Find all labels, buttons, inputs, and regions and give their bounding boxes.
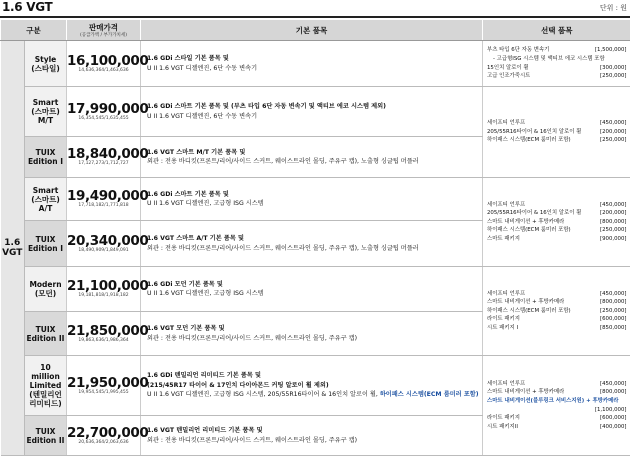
price-breakdown: 17,718,182/1,771,818 <box>78 203 129 208</box>
trim-name: Modern (모던) <box>25 267 67 312</box>
feature-line: 1.6 GDi 스마트 기본 품목 및 (부츠 타입 6단 자동 변속기 및 액티브 에코 시스템 제외) <box>147 103 386 110</box>
feature-line: 외관 : 전용 바디킷(프론트/리어/사이드 스커트, 웨이스트라인 몰딩, 주유구 캡) <box>147 334 358 342</box>
features-cell <box>141 312 483 356</box>
table-header <box>1 20 630 41</box>
options-cell <box>483 178 630 267</box>
price-value: 22,700,000 <box>67 424 149 441</box>
options-cell <box>483 267 630 356</box>
feature-line: U II 1.6 VGT 디젤엔진, 고급형 ISG 시스템, 205/55R16타이어 & 16인치 알로이 휠, 하이패스 시스템(ECM 룸미러 포함) <box>147 391 479 399</box>
price-breakdown: 14,636,364/1,463,636 <box>78 67 129 73</box>
trim-name: TUIX Edition II <box>25 312 67 356</box>
price-breakdown: 20,636,364/2,063,636 <box>78 439 129 445</box>
option-item: 15인치 알로이 휠 [300,000] <box>487 64 627 71</box>
price-cell <box>67 267 149 312</box>
options-cell <box>483 87 630 178</box>
price-value: 21,850,000 <box>67 322 149 339</box>
feature-line: U II 1.6 VGT 디젤엔진, 고급형 ISG 시스템 <box>147 290 264 297</box>
price-cell <box>67 137 149 178</box>
feature-line: 1.6 VGT 스마트 A/T 기본 품목 및 <box>147 235 244 242</box>
features-cell <box>141 87 483 137</box>
feature-line: 1.6 GDi 스마트 기본 품목 및 <box>147 190 229 198</box>
trim-name: TUIX Edition I <box>25 221 67 267</box>
price-cell <box>67 416 149 456</box>
page-title: 1.6 VGT <box>2 0 53 14</box>
trim-name: Style (스타일) <box>25 41 67 87</box>
feature-line: 외관 : 전용 바디킷(프론트/리어/사이드 스커트, 웨이스트라인 몰딩, 주유구 캡) <box>147 436 358 444</box>
engine-label: 1.6 <box>4 238 21 248</box>
features-cell <box>141 178 483 221</box>
price-cell <box>67 221 149 267</box>
price-value: 19,490,000 <box>67 188 149 204</box>
header-price-label: 판매가격 <box>89 23 118 32</box>
trim-name: 10 million Limited (텐밀리언 리미티드) <box>25 356 67 416</box>
feature-line: U II 1.6 VGT 디젤엔진, 6단 수동 변속기 <box>147 64 258 72</box>
price-cell <box>67 87 149 137</box>
feature-line: 1.6 VGT 텐밀리언 리미티드 기본 품목 및 <box>147 427 263 434</box>
price-cell <box>67 178 149 221</box>
price-breakdown: 16,354,545/1,635,455 <box>78 115 129 121</box>
header-features: 기본 품목 <box>141 20 483 41</box>
engine-label: VGT <box>2 248 23 258</box>
option-item: - 고급형ISG 시스템 및 액티브 에코 시스템 포함 <box>493 55 605 62</box>
trim-name: TUIX Edition I <box>25 137 67 178</box>
option-item: 세이프티 언루프 [450,000] <box>487 380 627 387</box>
table-row <box>1 178 630 221</box>
option-item: 하이패스 시스템(ECM 룸미러 포함) [250,000] <box>487 137 627 144</box>
option-price: [1,100,000] <box>594 406 627 413</box>
price-value: 16,100,000 <box>67 52 149 69</box>
options-cell <box>483 41 630 87</box>
feature-line: U II 1.6 VGT 디젤엔진, 6단 수동 변속기 <box>147 112 258 120</box>
price-value: 17,990,000 <box>67 100 149 117</box>
header-price-sub: (공급가액 / 부가가치세) <box>79 33 127 38</box>
table-row <box>1 356 630 416</box>
features-cell <box>141 137 483 178</box>
table-row <box>1 41 630 87</box>
table-row <box>1 267 630 312</box>
option-item: 시트 패키지II [400,000] <box>487 423 627 430</box>
header-category: 구분 <box>1 20 67 41</box>
option-item: 스마트 내비게이션(블루링크 서비스지원) + 후방카메라 <box>487 397 619 404</box>
feature-line: U II 1.6 VGT 디젤엔진, 고급형 ISG 시스템 <box>147 200 264 207</box>
price-value: 20,340,000 <box>67 232 149 249</box>
feature-line: (215/45R17 타이어 & 17인치 다이아몬드 커팅 알로이 휠 제외) <box>147 381 329 389</box>
option-item: 라이트 패키지 [600,000] <box>487 415 627 422</box>
price-value: 21,100,000 <box>67 278 149 294</box>
option-item: 스마트 패키지 [900,000] <box>487 235 627 242</box>
price-cell <box>67 312 149 356</box>
price-value: 18,840,000 <box>67 146 149 162</box>
feature-line: 1.6 VGT 스마트 M/T 기본 품목 및 <box>147 148 246 156</box>
option-item: 세이프티 언루프 [450,000] <box>487 120 627 127</box>
trim-name: Smart (스마트) A/T <box>25 178 67 221</box>
option-item: 부츠 타입 6단 자동 변속기 [1,500,000] <box>487 47 627 54</box>
option-item: 스마트 내비게이션 + 후방카메라 [800,000] <box>487 389 627 396</box>
trim-name: Smart (스마트) M/T <box>25 87 67 137</box>
option-item: 스마트 내비게이션 + 후방카메라 [800,000] <box>487 299 627 306</box>
price-breakdown: 19,954,545/1,995,455 <box>78 389 129 395</box>
option-item: 하이패스 시스템(ECM 룸미러 포함) [250,000] <box>487 227 627 234</box>
feature-line: 1.6 VGT 모던 기본 품목 및 <box>147 325 225 332</box>
features-cell <box>141 267 483 312</box>
feature-line: 외관 : 전용 바디킷(프론트/리어/사이드 스커트, 웨이스트라인 몰딩, 주유구 캡), 노출형 싱글팁 머플러 <box>147 158 419 165</box>
option-item: 205/55R16타이어 & 16인치 알로이 휠 [200,000] <box>487 210 627 217</box>
option-item: 205/55R16타이어 & 16인치 알로이 휠 [200,000] <box>487 128 627 135</box>
features-cell <box>141 41 483 87</box>
price-breakdown: 18,490,909/1,849,091 <box>78 247 129 253</box>
feature-line: 외관 : 전용 바디킷(프론트/리어/사이드 스커트, 웨이스트라인 몰딩, 주유구 캡), 노출형 싱글팁 머플러 <box>147 244 419 252</box>
table-row <box>1 87 630 137</box>
price-breakdown: 19,863,636/1,986,364 <box>78 337 129 343</box>
feature-line: 1.6 GDi 텐밀리언 리미티드 기본 품목 및 <box>147 372 261 380</box>
features-cell <box>141 221 483 267</box>
features-cell <box>141 416 483 456</box>
title-divider <box>0 16 630 18</box>
unit-label: 단위 : 원 <box>599 4 627 12</box>
option-item: 스마트 내비게이션 + 후방카메라 [800,000] <box>487 218 627 225</box>
option-item: 시트 패키지 I [850,000] <box>487 324 627 331</box>
price-breakdown: 19,181,818/1,918,182 <box>78 293 129 298</box>
option-item: 세이프티 언루프 [450,000] <box>487 201 627 208</box>
option-item: 하이패스 시스템(ECM 룸미러 포함) [250,000] <box>487 307 627 314</box>
option-item: 세이프티 언루프 [450,000] <box>487 290 627 297</box>
price-cell <box>67 41 149 87</box>
feature-line: 1.6 GDi 모던 기본 품목 및 <box>147 280 223 288</box>
price-value: 21,950,000 <box>67 374 149 391</box>
feature-line: 1.6 GDi 스타일 기본 품목 및 <box>147 55 229 62</box>
header-price <box>67 20 141 41</box>
trim-name: TUIX Edition II <box>25 416 67 456</box>
engine-cell <box>1 41 25 456</box>
option-item: 고급 인조가죽시트 [250,000] <box>487 73 627 80</box>
option-item: 라이트 패키지 [600,000] <box>487 316 627 323</box>
header-options: 선택 품목 <box>483 20 630 41</box>
options-cell <box>483 356 630 456</box>
features-cell <box>141 356 483 416</box>
price-cell <box>67 356 149 416</box>
price-breakdown: 17,127,273/1,712,727 <box>78 161 129 166</box>
price-table <box>0 20 630 456</box>
